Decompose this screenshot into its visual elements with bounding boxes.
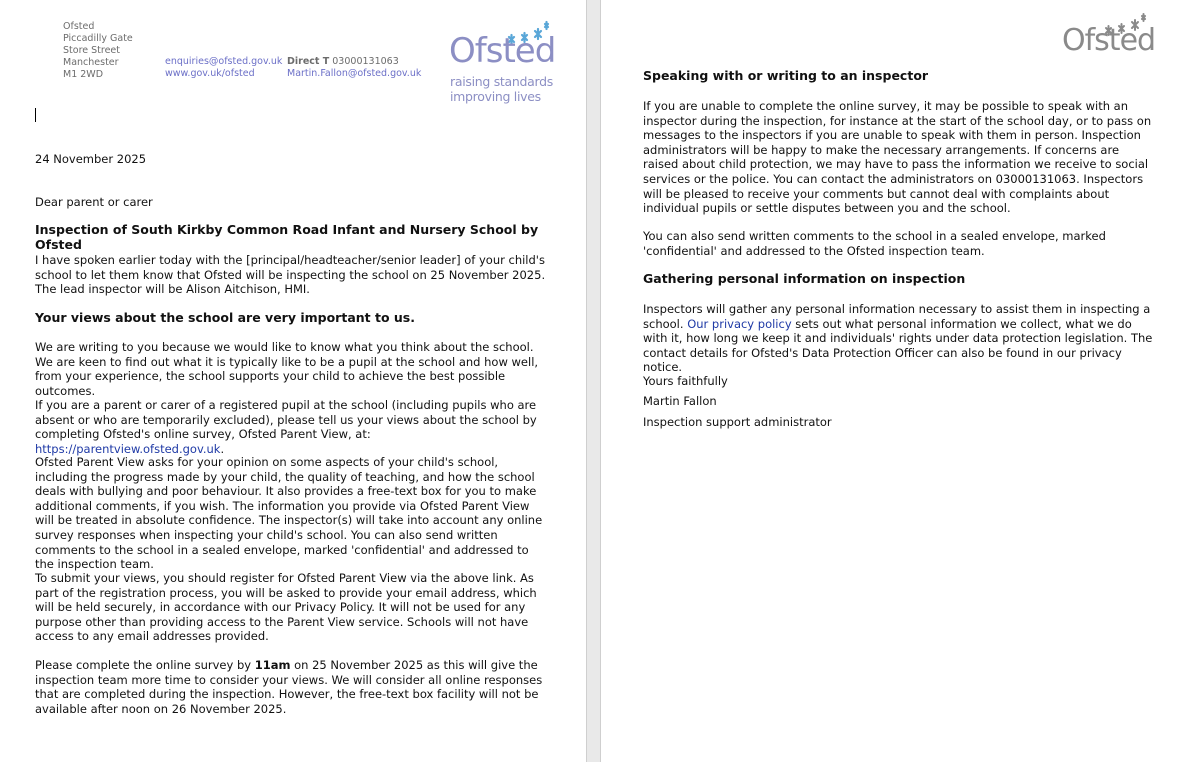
- direct-contact: [287, 56, 421, 80]
- general-contact: [165, 56, 282, 80]
- address-line: Piccadilly Gate: [63, 33, 133, 44]
- paragraph-written: You can also send written comments to the school in a sealed envelope, marked 'confidential' and addressed to the Ofsted inspection team.: [643, 229, 1106, 258]
- paragraph-register: To submit your views, you should register for Ofsted Parent View via the above link. As part of the registration process, you will be asked to provide your email address, which will be held securely, in accordance with our Privacy Policy. It will not be used for any purpose other than providing access to the Parent View service. Schools will not have access to any email addresses provided.: [35, 571, 537, 644]
- deadline-text-end: on 25 November 2025 as this will give the inspection team more time to consider your views. We will consider all online responses that are completed during the inspection. However, the free-text box facility will not be available after noon on 26 November 2025.: [35, 658, 543, 716]
- paragraph-deadline: [35, 658, 550, 716]
- paragraph-intro: I have spoken earlier today with the [principal/headteacher/senior leader] of your child's school to let them know that Ofsted will be inspecting the school on 25 November 2025. The lead inspector will be Alison Aitchison, HMI.: [35, 253, 546, 297]
- logo-wordmark: Ofsted: [1062, 23, 1156, 58]
- letter-date: 24 November 2025: [35, 152, 147, 166]
- contact-web-link[interactable]: www.gov.uk/ofsted: [165, 68, 255, 79]
- salutation: Dear parent or carer: [35, 195, 153, 209]
- parentview-link[interactable]: https://parentview.ofsted.gov.uk: [35, 441, 221, 456]
- paragraph-speaking: If you are unable to complete the online survey, it may be possible to speak with an inspector during the inspection, for instance at the start of the school day, or to pass on messages to the inspectors if you are unable to speak with them in person. Inspection administrators will be happy to make the necessary arrangements. If concerns are raised about child protection, we may have to pass the information we receive to social services or the police. You can contact the administrators on 03000131063. Inspectors will be pleased to receive your comments but cannot deal with complaints about individual pupils or settle disputes between you and the school.: [643, 99, 1152, 216]
- paragraph-survey: [35, 398, 550, 456]
- letter-page-1: [0, 0, 586, 762]
- closing: Yours faithfully: [643, 374, 728, 388]
- heading-speaking: [643, 69, 1153, 84]
- direct-phone: 03000131063: [332, 56, 399, 67]
- paragraph-privacy: [643, 302, 1153, 375]
- privacy-text: Inspectors will gather any personal information necessary to assist them in inspecting a school.: [643, 302, 1151, 331]
- heading-speaking-text: Speaking with or writing to an inspector: [643, 68, 929, 83]
- signer-name: Martin Fallon: [643, 394, 717, 408]
- logo-tagline: [450, 74, 553, 104]
- deadline-time: 11am: [254, 658, 291, 672]
- address-line: Ofsted: [63, 21, 95, 32]
- heading-views: Your views about the school are very important to us.: [35, 310, 415, 325]
- survey-text-end: .: [220, 441, 225, 456]
- logo-wordmark: Ofsted: [449, 31, 556, 71]
- heading-gathering: [643, 272, 1153, 287]
- logo-tagline-line: improving lives: [450, 89, 541, 104]
- privacy-text-end: sets out what personal information we collect, what we do with it, how long we keep it and individuals' rights under data protection legislation. The contact details for Ofsted's Data Protection Officer can also be found in our privacy notice.: [643, 316, 1153, 375]
- page-gutter: [586, 0, 601, 762]
- deadline-text: Please complete the online survey by: [35, 658, 255, 672]
- address-line: M1 2WD: [63, 69, 104, 80]
- paragraph-views: We are writing to you because we would like to know what you think about the school. We are keen to find out what it is typically like to be a pupil at the school and how well, from your experience, the school supports your child to achieve the best possible outcomes.: [35, 340, 539, 398]
- letter-page-2: [601, 0, 1188, 762]
- address-line: Store Street: [63, 45, 120, 56]
- ofsted-logo: [449, 18, 559, 108]
- privacy-policy-link[interactable]: Our privacy policy: [687, 316, 792, 331]
- logo-tagline-line: raising standards: [450, 74, 553, 89]
- letter-title: Inspection of South Kirkby Common Road Infant and Nursery School by Ofsted: [35, 222, 539, 252]
- direct-label: Direct T: [287, 56, 330, 67]
- office-address: [63, 21, 133, 81]
- address-line: Manchester: [63, 57, 119, 68]
- ofsted-logo-small: [1062, 12, 1162, 62]
- signer-title: Inspection support administrator: [643, 415, 832, 429]
- direct-email-link[interactable]: Martin.Fallon@ofsted.gov.uk: [287, 68, 422, 79]
- text-cursor: [35, 108, 36, 122]
- survey-text: If you are a parent or carer of a registered pupil at the school (including pupils who are absent or who are temporarily excluded), please tell us your views about the school by completing Ofsted's online survey, Ofsted Parent View, at:: [35, 398, 537, 442]
- paragraph-parent-view: Ofsted Parent View asks for your opinion on some aspects of your child's school, including the progress made by your child, the quality of teaching, and how the school deals with bullying and poor behaviour. It also provides a free-text box for you to make additional comments, if you wish. The information you provide via Ofsted Parent View will be treated in absolute confidence. The inspector(s) will take into account any online survey responses when inspecting your child's school. You can also send written comments to the school in a sealed envelope, marked 'confidential' and addressed to the inspection team.: [35, 455, 543, 572]
- heading-gathering-text: Gathering personal information on inspection: [643, 271, 966, 286]
- contact-email-link[interactable]: enquiries@ofsted.gov.uk: [165, 56, 283, 67]
